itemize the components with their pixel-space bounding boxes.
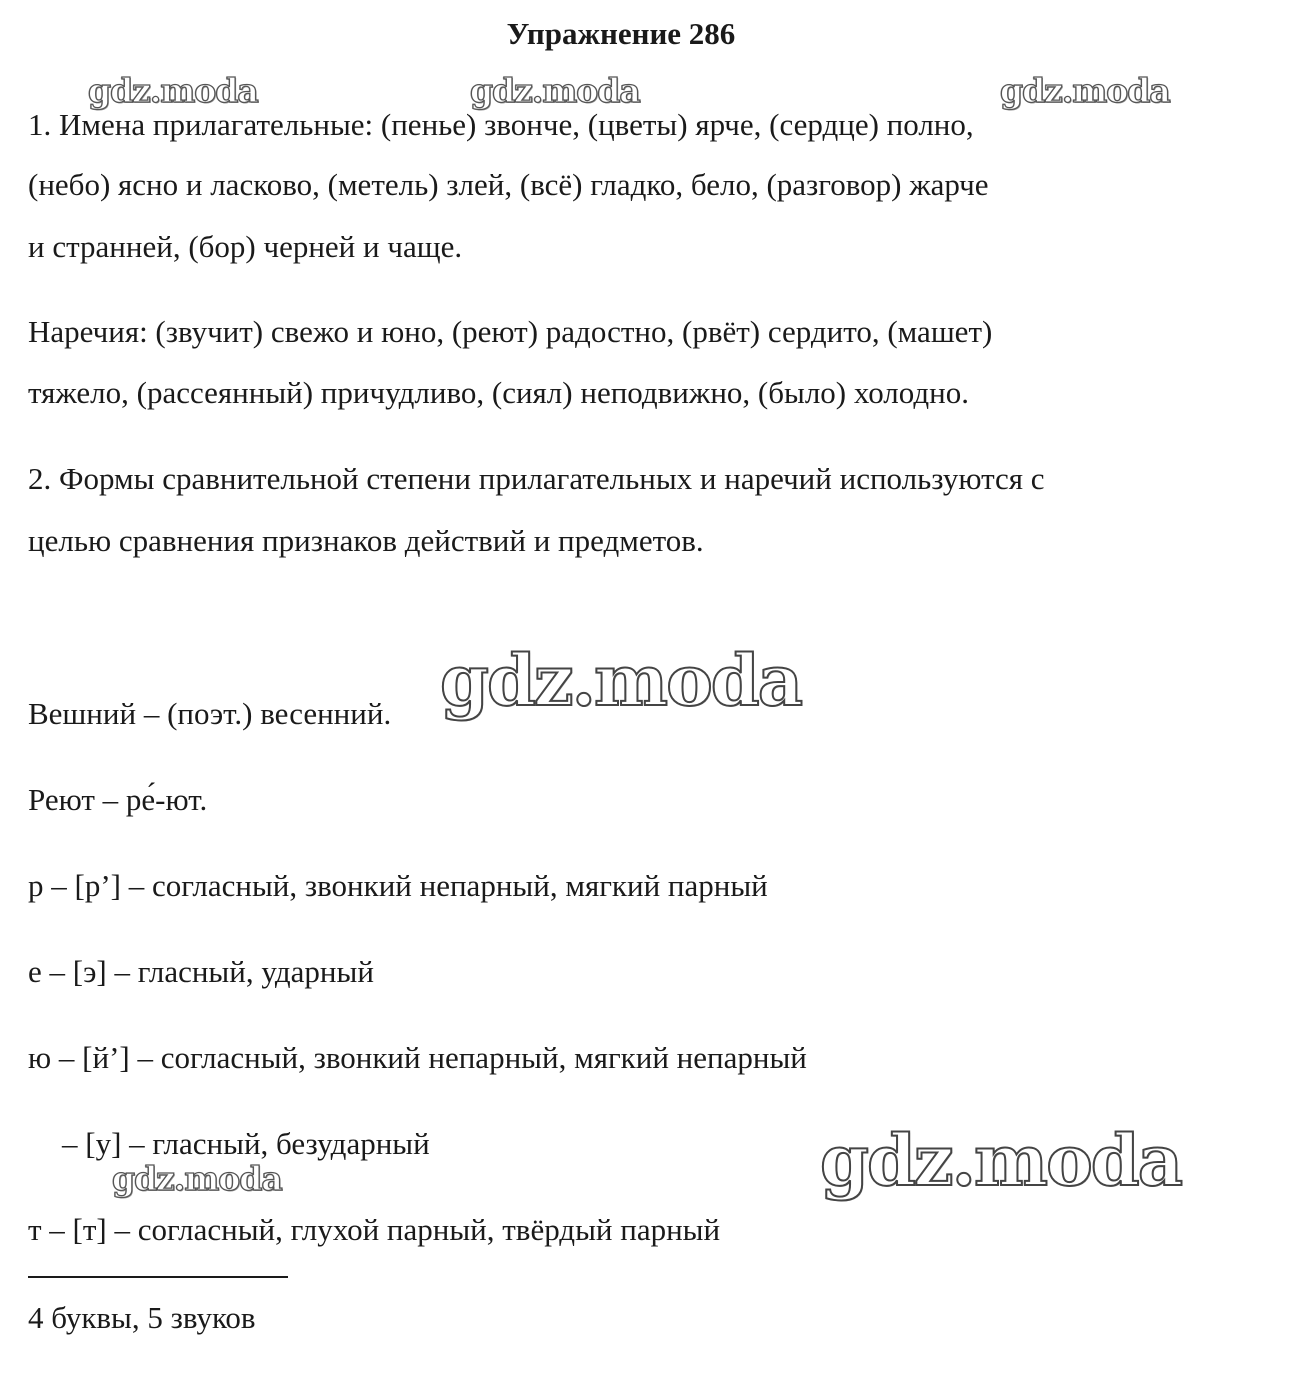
watermark-logo: gdz.moda xyxy=(1000,71,1170,110)
phonetic-r-line: р – [р’] – согласный, звонкий непарный, мягкий парный xyxy=(28,868,768,903)
summary-divider xyxy=(28,1276,288,1278)
adjectives-line-1: 1. Имена прилагательные: (пенье) звонче, (цветы) ярче, (сердце) полно, xyxy=(28,107,974,142)
definition-line: Вешний – (поэт.) весенний. xyxy=(28,696,392,731)
phonetic-u-line: – [у] – гласный, безударный xyxy=(62,1126,430,1161)
adjectives-line-3: и странней, (бор) черней и чаще. xyxy=(28,229,463,264)
adjectives-line-2: (небо) ясно и ласково, (метель) злей, (всё) гладко, бело, (разговор) жарче xyxy=(28,167,989,202)
phonetic-e-line: е – [э] – гласный, ударный xyxy=(28,954,374,989)
exercise-title: Упражнение 286 xyxy=(506,16,736,51)
watermark-logo: gdz.moda xyxy=(470,71,640,110)
syllables-line: Реют – ре́-ют. xyxy=(28,782,208,817)
phonetic-t-line: т – [т] – согласный, глухой парный, твёрдый парный xyxy=(28,1212,721,1247)
adverbs-line-2: тяжело, (рассеянный) причудливо, (сиял) неподвижно, (было) холодно. xyxy=(28,375,969,410)
watermark-logo: gdz.moda xyxy=(440,639,802,722)
summary-line: 4 буквы, 5 звуков xyxy=(28,1300,256,1335)
adverbs-line-1: Наречия: (звучит) свежо и юно, (реют) радостно, (рвёт) сердито, (машет) xyxy=(28,314,993,349)
watermark-logo: gdz.moda xyxy=(112,1159,282,1198)
watermark-logo: gdz.moda xyxy=(820,1119,1182,1202)
comparative-line-2: целью сравнения признаков действий и предметов. xyxy=(28,523,704,558)
phonetic-yu-line: ю – [й’] – согласный, звонкий непарный, мягкий непарный xyxy=(28,1040,807,1075)
watermark-logo: gdz.moda xyxy=(88,71,258,110)
comparative-line-1: 2. Формы сравнительной степени прилагательных и наречий используются с xyxy=(28,461,1045,496)
